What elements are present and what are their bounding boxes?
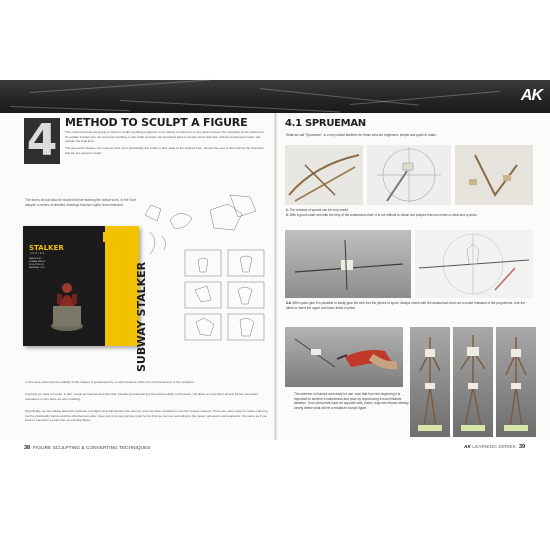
intro-paragraph: The method that we are going to show to sculpt anything (a figurine or an object) is based on a very clear concept: the simplicity of the initial form. To explain it better you can see how anything, in the initial concept, can be traced back to simple forms that then with the subsequent work, will acquire the final form.	[65, 130, 265, 144]
body-paragraph: Specifically, we are talking about the skeleton of a figure that will become the dummy once we have modelled it over the muscle masses. There are many ways to make a dummy, but the practicality before and the effectiveness after, have led us to use just two main forms that we can use according to the cases: spruewire and academic, the same as if you want to transform a pose from an existing figure.	[25, 409, 269, 423]
photo-pliers	[285, 327, 403, 387]
section-intro: What we call "Sprueman", is a very useful skeleton for those who are beginners, simple and quick to make.	[286, 133, 437, 137]
book-spine	[105, 226, 139, 346]
right-page-footer: AK LEARNING SERIES	[464, 445, 516, 450]
caption-4: The skeleton is finished and ready for use. note that from the beginning it is important to achieve a naturalness and pose by reproducing a real miniature skeleton. Torso and pelvis have an opposite axis, knees, legs and elbows already clearly define what will be a miniature human figure.	[294, 392, 409, 410]
photo-glued-wire	[285, 230, 411, 298]
book-credit-line: PAINTED BY	[29, 258, 42, 260]
book-cover-image	[23, 226, 148, 372]
page-gutter	[274, 113, 277, 440]
photo-cut-sprue	[455, 145, 533, 205]
book-credit-line: ROMAN BACKS	[29, 261, 46, 263]
book-title: SUBWAY STALKER	[135, 261, 148, 372]
painted-figure-image	[49, 276, 85, 332]
ak-logo: AK	[520, 87, 542, 104]
book-credit-line: ANDREA LOTH	[29, 267, 45, 269]
book-brand: STALKER	[29, 244, 64, 252]
caption-2: 2. With a good cutter and with the help of the anatomical chart, it is not difficult to obtain two shapes that can mimic a chest and a pelvis.	[286, 213, 478, 217]
photo-skeleton-3	[496, 327, 536, 437]
photo-proportion-check	[415, 230, 533, 298]
section-title: 4.1 SPRUEMAN	[285, 118, 366, 129]
second-paragraph: The geometric shapes, the volumes and more specifically the solids in fact relate to the stylized form, almost the soul of what will be the final form that we are going to sculpt.	[65, 146, 264, 155]
aside-paragraph: The forms should also be studied before starting the actual work. In the SoH sample, a series of detailed drawings that are highly recommended	[25, 198, 137, 207]
right-page-number: 39	[519, 444, 526, 450]
header-banner	[0, 80, 550, 113]
book-series: SERIES	[30, 252, 46, 255]
caption-3: 3-6. With cyano glue it is possible to easily glue the wire into the pieces of sprue. Always check with the anatomical chart not to make mistakes in the proportions. Use the pliers to insert the upper and lower limbs in place.	[286, 301, 526, 310]
photo-skeleton-2	[453, 327, 493, 437]
photo-skeleton-1	[410, 327, 450, 437]
photo-anatomical-chart	[367, 145, 451, 205]
body-paragraph: Anything we want to model, in fact, needs an internal structure that, besides guaranteeing a structural solidity to the piece, will allow us to perform at best all the necessary operations on the base we are modeling.	[25, 392, 259, 401]
magazine-spread	[0, 80, 550, 440]
book-credit-line: SCULPTED BY	[29, 264, 45, 266]
sketch-drawings	[140, 190, 270, 350]
chapter-title: METHOD TO SCULPT A FIGURE	[65, 116, 248, 129]
body-paragraph: In this case obviously the stability of the shapes is guaranteed by a solid structure within the real framework of the sculpture.	[25, 380, 195, 384]
photo-sprue-remains	[285, 145, 363, 205]
left-page-footer: 38 FIGURE SCULPTING & CONVERTING TECHNIQUES	[24, 445, 151, 451]
chapter-number: 4	[24, 118, 60, 164]
caption-1: 1. The remains of sprues can be very useful.	[286, 208, 349, 212]
